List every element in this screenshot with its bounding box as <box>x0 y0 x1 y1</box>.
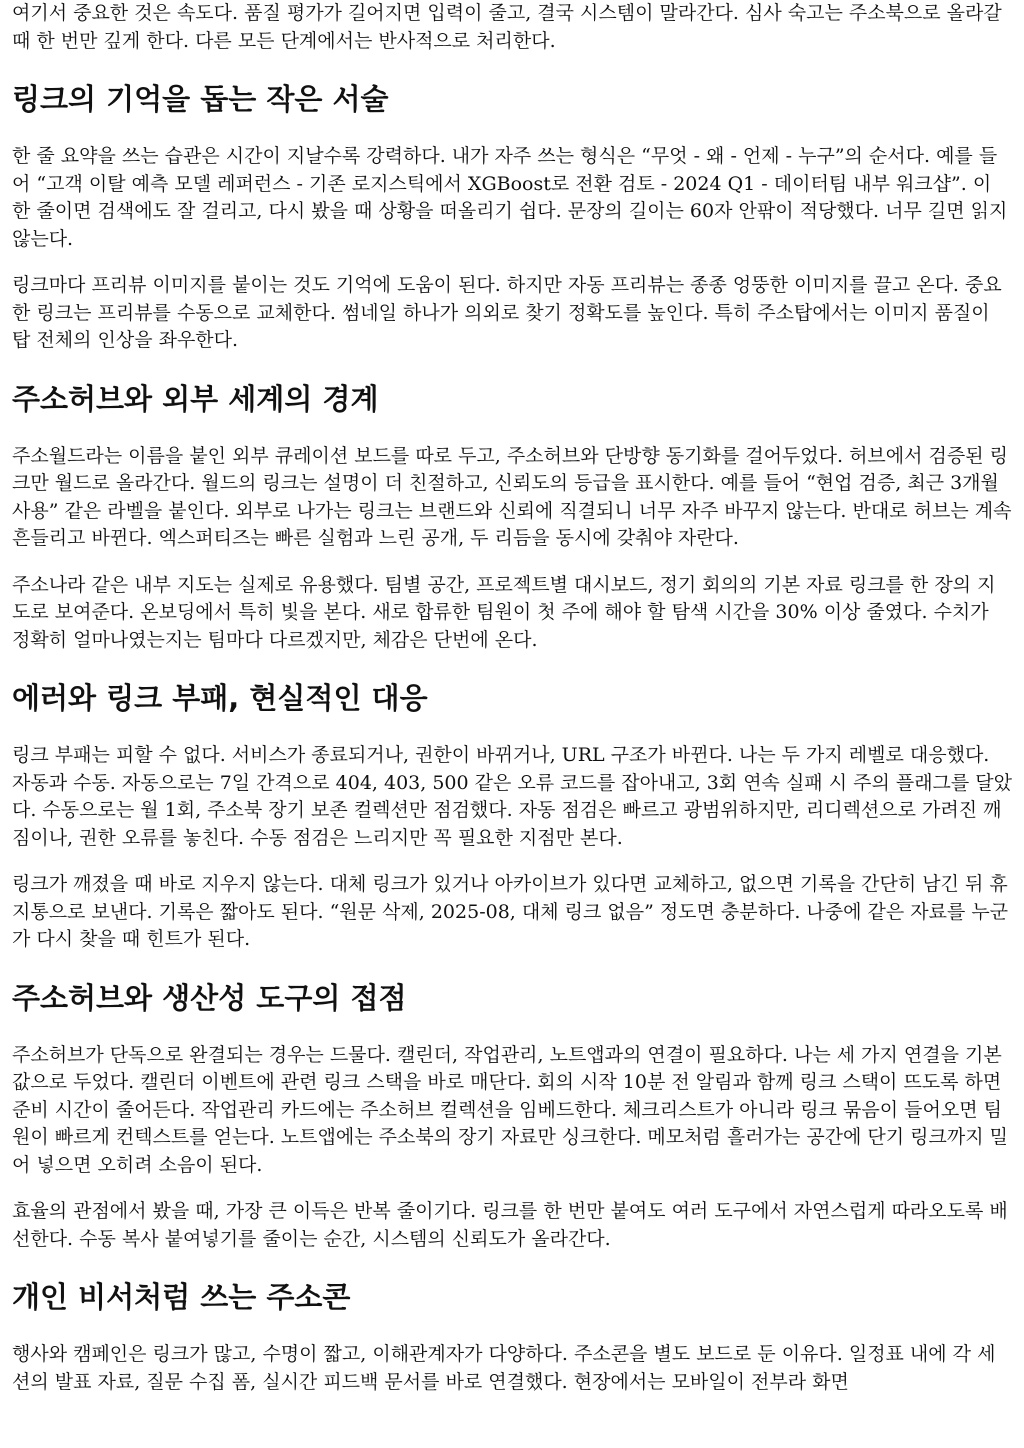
paragraph: 링크마다 프리뷰 이미지를 붙이는 것도 기억에 도움이 된다. 하지만 자동 프리뷰는 종종 엉뚱한 이미지를 끌고 온다. 중요한 링크는 프리뷰를 수동으로 교체한다. 썸네일 하나가 의외로 찾기 정확도를 높인다. 특히 주소탑에서는 이미지 품질이 탑 전체의 인상을 좌우한다. <box>12 274 1002 351</box>
section-heading: 에러와 링크 부패, 현실적인 대응 <box>12 681 428 715</box>
paragraph: 한 줄 요약을 쓰는 습관은 시간이 지날수록 강력하다. 내가 자주 쓰는 형식은 “무엇 - 왜 - 언제 - 누구”의 순서다. 예를 들어 “고객 이탈 예측 모델 레퍼런스 - 기존 로지스틱에서 XGBoost로 전환 검토 - 2024 Q1 - 데이터팀 내부 워크샵”. 이 한 줄이면 검색에도 잘 걸리고, 다시 봤을 때 상황을 떠올리기 쉽다. 문장의 길이는 60자 안팎이 적당했다. 너무 길면 읽지 않는다. <box>12 145 1008 250</box>
paragraph: 링크 부패는 피할 수 없다. 서비스가 종료되거나, 권한이 바뀌거나, URL 구조가 바뀐다. 나는 두 가지 레벨로 대응했다. 자동과 수동. 자동으로는 7일 간격으로 404, 403, 500 같은 오류 코드를 잡아내고, 3회 연속 실패 시 주의 플래그를 달았다. 수동으로는 월 1회, 주소북 장기 보존 컬렉션만 점검했다. 자동 점검은 빠르고 광범위하지만, 리디렉션으로 가려진 깨짐이나, 권한 오류를 놓친다. 수동 점검은 느리지만 꼭 필요한 지점만 본다. <box>12 744 1013 849</box>
section-heading: 링크의 기억을 돕는 작은 서술 <box>12 82 389 116</box>
section-heading: 개인 비서처럼 쓰는 주소콘 <box>12 1280 351 1314</box>
section-personal-assistant <box>12 1279 1012 1396</box>
section-heading: 주소허브와 생산성 도구의 접점 <box>12 980 407 1015</box>
section-heading: 주소허브와 외부 세계의 경계 <box>12 381 379 416</box>
paragraph: 주소월드라는 이름을 붙인 외부 큐레이션 보드를 따로 두고, 주소허브와 단방향 동기화를 걸어두었다. 허브에서 검증된 링크만 월드로 올라간다. 월드의 링크는 설명이 더 친절하고, 신뢰도의 등급을 표시한다. 예를 들어 “현업 검증, 최근 3개월 사용” 같은 라벨을 붙인다. 외부로 나가는 링크는 브랜드와 신뢰에 직결되니 너무 자주 바꾸지 않는다. 반대로 허브는 계속 흔들리고 바뀐다. 엑스퍼티즈는 빠른 실험과 느린 공개, 두 리듬을 동시에 갖춰야 자란다. <box>12 444 1012 549</box>
intro-paragraph: 여기서 중요한 것은 속도다. 품질 평가가 길어지면 입력이 줄고, 결국 시스템이 말라간다. 심사 숙고는 주소북으로 올라갈 때 한 번만 깊게 한다. 다른 모든 단계에서는 반사적으로 처리한다. <box>12 2 1002 52</box>
paragraph: 링크가 깨졌을 때 바로 지우지 않는다. 대체 링크가 있거나 아카이브가 있다면 교체하고, 없으면 기록을 간단히 남긴 뒤 휴지통으로 보낸다. 기록은 짧아도 된다. “원문 삭제, 2025-08, 대체 링크 없음” 정도면 충분하다. 나중에 같은 자료를 누군가 다시 찾을 때 힌트가 된다. <box>12 873 1009 950</box>
section-link-rot <box>12 680 1012 954</box>
paragraph: 주소허브가 단독으로 완결되는 경우는 드물다. 캘린더, 작업관리, 노트앱과의 연결이 필요하다. 나는 세 가지 연결을 기본값으로 두었다. 캘린더 이벤트에 관련 링크 스택을 바로 매단다. 회의 시작 10분 전 알림과 함께 링크 스택이 뜨도록 하면 준비 시간이 줄어든다. 작업관리 카드에는 주소허브 컬렉션을 임베드한다. 체크리스트가 아니라 링크 묶음이 들어오면 팀원이 빠르게 컨텍스트를 얻는다. 노트앱에는 주소북의 장기 자료만 싱크한다. 메모처럼 흘러가는 공간에 단기 링크까지 밀어 넣으면 오히려 소음이 된다. <box>12 1043 1008 1176</box>
paragraph: 주소나라 같은 내부 지도는 실제로 유용했다. 팀별 공간, 프로젝트별 대시보드, 정기 회의의 기본 자료 링크를 한 장의 지도로 보여준다. 온보딩에서 특히 빛을 본다. 새로 합류한 팀원이 첫 주에 해야 할 탐색 시간을 30% 이상 줄였다. 수치가 정확히 얼마나였는지는 팀마다 다르겠지만, 체감은 단번에 온다. <box>12 573 996 651</box>
paragraph: 행사와 캠페인은 링크가 많고, 수명이 짧고, 이해관계자가 다양하다. 주소콘을 별도 보드로 둔 이유다. 일정표 내에 각 세션의 발표 자료, 질문 수집 폼, 실시간 피드백 문서를 바로 연결했다. 현장에서는 모바일이 전부라 화면 <box>12 1343 996 1393</box>
paragraph: 효율의 관점에서 봤을 때, 가장 큰 이득은 반복 줄이기다. 링크를 한 번만 붙여도 여러 도구에서 자연스럽게 따라오도록 배선한다. 수동 복사 붙여넣기를 줄이는 순간, 시스템의 신뢰도가 올라간다. <box>12 1200 1008 1250</box>
section-hub-boundary <box>12 381 1012 655</box>
section-link-memory <box>12 81 1012 355</box>
section-productivity-tools <box>12 980 1012 1254</box>
